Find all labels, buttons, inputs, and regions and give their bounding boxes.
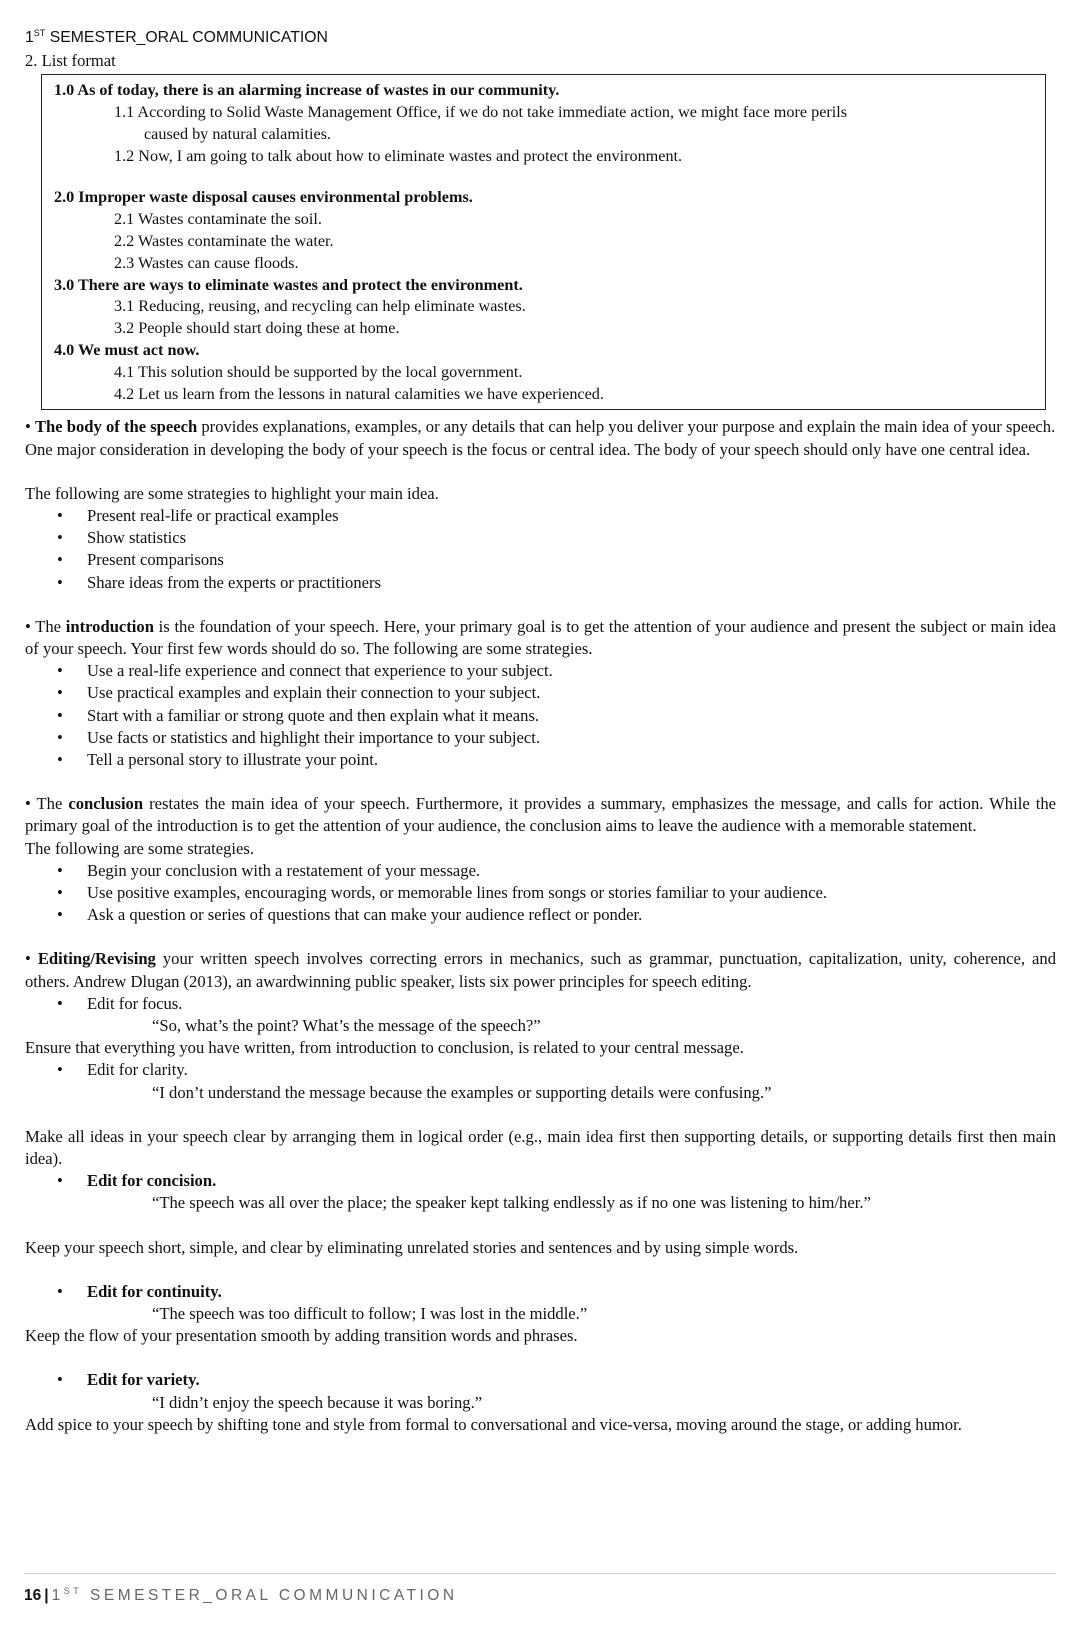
outline-item-1-1-line2: caused by natural calamities. (144, 124, 331, 143)
outline-item-1-1 (54, 102, 1033, 146)
edit-clarity-item: • Edit for clarity. (25, 1059, 1056, 1081)
page-footer (24, 1573, 1056, 1607)
page-header (25, 22, 1056, 49)
header-superscript: ST (33, 28, 46, 38)
outline-heading-2: 2.0 Improper waste disposal causes environmental problems. (54, 188, 473, 207)
edit-concision-text: Keep your speech short, simple, and clear by eliminating unrelated stories and sentences and by using simple words. (25, 1237, 799, 1257)
edit-clarity-text: Make all ideas in your speech clear by arranging them in logical order (e.g., main idea first then supporting details, or supporting details first then main idea). (25, 1126, 1056, 1169)
edit-variety-quote: “I didn’t enjoy the speech because it was boring.” (152, 1392, 483, 1412)
outline-heading-3: 3.0 There are ways to eliminate wastes and protect the environment. (54, 275, 523, 294)
footer-separator: | (44, 1587, 49, 1604)
edit-continuity-quote: “The speech was too difficult to follow; I was lost in the middle.” (152, 1304, 588, 1324)
editing-term: Editing/Revising (37, 949, 156, 969)
edit-focus-text: Ensure that everything you have written, from introduction to conclusion, is related to your central message. (25, 1038, 744, 1058)
outline-item-3-1: 3.1 Reducing, reusing, and recycling can help eliminate wastes. (114, 297, 526, 316)
editing-paragraph (25, 948, 1056, 992)
intro-term: introduction (65, 616, 154, 636)
editing-text: your written speech involves correcting errors in mechanics, such as grammar, punctuation, capitalization, unity, coherence, and others. Andrew Dlugan (2013), an awardwinning public speaker, lists six power principles for speech editing. (25, 949, 1056, 991)
bullet-glyph: • (25, 417, 35, 437)
outline-item-4-1: 4.1 This solution should be supported by the local government. (114, 362, 523, 381)
edit-variety-label: Edit for variety. (87, 1370, 200, 1390)
edit-continuity-item (25, 1281, 1056, 1303)
body-paragraph (25, 416, 1056, 438)
body-paragraph-2: One major consideration in developing the body of your speech is the focus or central idea. The body of your speech should only have one central idea. (25, 439, 1031, 459)
list-item: • Use practical examples and explain their connection to your subject. (25, 682, 1056, 704)
section-subtitle: 2. List format (25, 51, 116, 70)
edit-concision-quote: “The speech was all over the place; the speaker kept talking endlessly as if no one was listening to him/her.” (152, 1193, 871, 1213)
intro-text: is the foundation of your speech. Here, your primary goal is to get the attention of your audience and present the subject or main idea of your speech. Your first few words should do so. The following are some strategies. (25, 616, 1056, 658)
conclusion-text: restates the main idea of your speech. Furthermore, it provides a summary, emphasizes the message, and calls for action. While the primary goal of the introduction is to get the attention of your audience, the conclusion aims to leave the audience with a memorable statement. (25, 794, 1056, 836)
edit-concision-label: Edit for concision. (87, 1171, 217, 1191)
list-item: • Present comparisons (25, 549, 1056, 571)
outline-item-1-2: 1.2 Now, I am going to talk about how to eliminate wastes and protect the environment. (114, 146, 683, 165)
list-item: • Ask a question or series of questions that can make your audience reflect or ponder. (25, 904, 1056, 926)
editing-prefix: • (25, 949, 38, 969)
conclusion-strategy-list (25, 860, 1056, 927)
list-item: • Share ideas from the experts or practitioners (25, 572, 1056, 594)
outline-box (41, 74, 1046, 410)
conclusion-strategies-intro: The following are some strategies. (25, 838, 255, 858)
page-number: 16 (24, 1587, 42, 1604)
list-item: • Start with a familiar or strong quote and then explain what it means. (25, 705, 1056, 727)
list-item: • Use a real-life experience and connect that experience to your subject. (25, 660, 1056, 682)
outline-heading-1: 1.0 As of today, there is an alarming increase of wastes in our community. (54, 81, 560, 100)
header-title: SEMESTER_ORAL COMMUNICATION (45, 29, 328, 46)
outline-heading-4: 4.0 We must act now. (54, 340, 200, 359)
footer-title: SEMESTER_ORAL COMMUNICATION (82, 1587, 458, 1604)
edit-concision-list (25, 1170, 1056, 1192)
edit-focus-quote: “So, what’s the point? What’s the message of the speech?” (152, 1016, 541, 1036)
header-number: 1 (25, 29, 34, 46)
list-item: • Begin your conclusion with a restatement of your message. (25, 860, 1056, 882)
list-item: • Show statistics (25, 527, 1056, 549)
footer-number: 1 (51, 1587, 64, 1604)
edit-continuity-label: Edit for continuity. (87, 1281, 222, 1301)
intro-paragraph (25, 616, 1056, 660)
conclusion-term: conclusion (68, 794, 144, 814)
outline-item-2-3: 2.3 Wastes can cause floods. (114, 253, 299, 272)
list-item: • Use positive examples, encouraging words, or memorable lines from songs or stories familiar to your audience. (25, 882, 1056, 904)
edit-concision-item (25, 1170, 1056, 1192)
list-item: • Tell a personal story to illustrate your point. (25, 749, 1056, 771)
outline-item-4-2: 4.2 Let us learn from the lessons in natural calamities we have experienced. (114, 384, 604, 403)
body-strategies-intro: The following are some strategies to highlight your main idea. (25, 483, 439, 503)
edit-clarity-quote: “I don’t understand the message because the examples or supporting details were confusing.” (152, 1082, 772, 1102)
edit-focus-list (25, 993, 1056, 1015)
body-text: provides explanations, examples, or any details that can help you deliver your purpose and explain the main idea of your speech. (197, 417, 1056, 437)
edit-continuity-list (25, 1281, 1056, 1303)
edit-variety-text: Add spice to your speech by shifting tone and style from formal to conversational and vice-versa, moving around the stage, or adding humor. (25, 1414, 962, 1434)
list-item: • Present real-life or practical examples (25, 505, 1056, 527)
body-term: The body of the speech (34, 417, 198, 437)
edit-continuity-text: Keep the flow of your presentation smooth by adding transition words and phrases. (25, 1326, 578, 1346)
list-item: • Use facts or statistics and highlight their importance to your subject. (25, 727, 1056, 749)
footer-superscript: ST (63, 1586, 83, 1596)
outline-item-1-1-line1: 1.1 According to Solid Waste Management Office, if we do not take immediate action, we might face more perils (114, 103, 848, 121)
intro-prefix: • The (25, 616, 66, 636)
intro-strategy-list (25, 660, 1056, 771)
body-strategy-list (25, 505, 1056, 594)
edit-clarity-list (25, 1059, 1056, 1081)
edit-variety-item (25, 1369, 1056, 1391)
edit-variety-list (25, 1369, 1056, 1391)
outline-item-2-1: 2.1 Wastes contaminate the soil. (114, 210, 322, 229)
conclusion-paragraph (25, 793, 1056, 837)
outline-item-2-2: 2.2 Wastes contaminate the water. (114, 231, 334, 250)
outline-item-3-2: 3.2 People should start doing these at home. (114, 319, 400, 338)
conclusion-prefix: • The (25, 794, 69, 814)
edit-focus-item: • Edit for focus. (25, 993, 1056, 1015)
